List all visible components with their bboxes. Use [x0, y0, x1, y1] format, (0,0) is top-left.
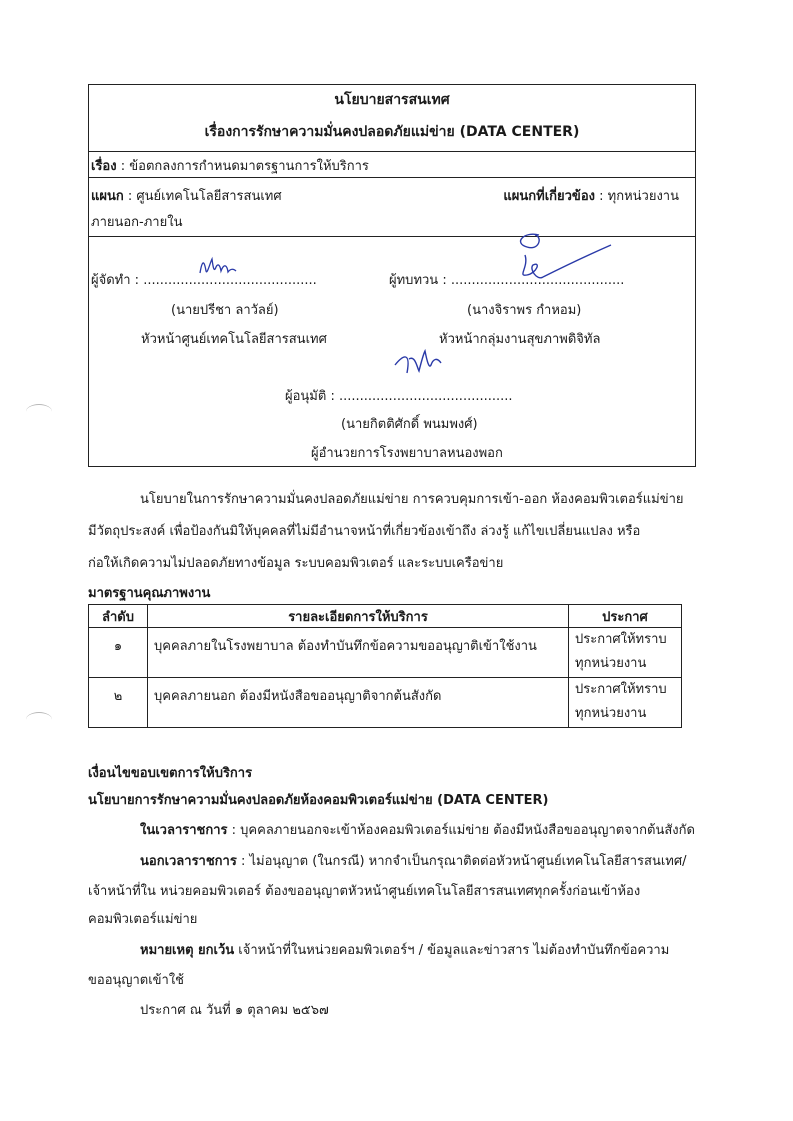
subject-label: เรื่อง [91, 159, 117, 174]
column-header-detail: รายละเอียดการให้บริการ [148, 605, 569, 628]
approved-by-position: ผู้อำนวยการโรงพยาบาลหนองพอก [311, 446, 503, 461]
row-number: ๒ [89, 678, 148, 728]
notice-line: ประกาศให้ทราบ [575, 632, 667, 647]
department-label: แผนก [91, 189, 124, 204]
related-department-row [503, 185, 679, 206]
after-hours-label: นอกเวลาราชการ [140, 854, 237, 869]
note-text: เจ้าหน้าที่ในหน่วยคอมพิวเตอร์ฯ / ข้อมูลและข่าวสาร ไม่ต้องทำบันทึกข้อความ [238, 943, 670, 958]
row-number: ๑ [89, 628, 148, 678]
table-row [89, 678, 682, 728]
table-header-row [89, 605, 682, 628]
prepared-signature [194, 253, 240, 281]
intro-line: ก่อให้เกิดความไม่ปลอดภัยทางข้อมูล ระบบคอมพิวเตอร์ และระบบเครือข่าย [88, 556, 504, 571]
intro-line: มีวัตถุประสงค์ เพื่อป้องกันมิให้บุคคลที่ไม่มีอำนาจหน้าที่เกี่ยวข้องเข้าถึง ล่วงรู้ แก้ไขเปลี่ยนแปลง หรือ [88, 524, 641, 539]
divider [89, 177, 695, 178]
department-value: : ศูนย์เทคโนโลยีสารสนเทศ [127, 189, 282, 204]
row-detail: บุคคลภายในโรงพยาบาล ต้องทำบันทึกข้อความขออนุญาติเข้าใช้งาน [148, 628, 569, 678]
divider [89, 151, 695, 152]
note-label: หมายเหตุ ยกเว้น [140, 943, 235, 958]
subject-value: : ข้อตกลงการกำหนดมาตรฐานการให้บริการ [120, 159, 369, 174]
notice-line: ทุกหน่วยงาน [575, 656, 647, 671]
approved-by-line: ผู้อนุมัติ : .......................................... [285, 389, 513, 404]
related-department-value: : ทุกหน่วยงาน [599, 189, 679, 204]
prepared-by-position: หัวหน้าศูนย์เทคโนโลยีสารสนเทศ [141, 332, 327, 347]
scope-text: ภายนอก-ภายใน [91, 215, 183, 230]
approved-signature [389, 341, 449, 387]
document-subtitle: เรื่องการรักษาความมั่นคงปลอดภัยแม่ข่าย (DATA CENTER) [204, 124, 580, 140]
announce-date: ประกาศ ณ วันที่ ๑ ตุลาคม ๒๕๖๗ [140, 1003, 329, 1018]
reviewed-signature [499, 225, 619, 293]
approved-by-name: (นายกิตติศักดิ์ พนมพงศ์) [341, 417, 478, 432]
row-notice [569, 628, 682, 678]
prepared-by-line: ผู้จัดทำ : .......................................... [91, 273, 317, 288]
reviewed-by-name: (นางจิราพร กำหอม) [467, 303, 582, 318]
after-hours-line: คอมพิวเตอร์แม่ข่าย [88, 912, 198, 927]
row-detail: บุคคลภายนอก ต้องมีหนังสือขออนุญาติจากต้นสังกัด [148, 678, 569, 728]
notice-line: ทุกหน่วยงาน [575, 706, 647, 721]
after-hours-text: : ไม่อนุญาต (ในกรณี) หากจำเป็นกรุณาติดต่อหัวหน้าศูนย์เทคโนโลยีสารสนเทศ/ [240, 854, 687, 869]
office-hours-line [140, 823, 695, 839]
office-hours-text: : บุคคลภายนอกจะเข้าห้องคอมพิวเตอร์แม่ข่าย ต้องมีหนังสือขออนุญาตจากต้นสังกัด [231, 823, 695, 838]
note-line: ขออนุญาตเข้าใช้ [88, 973, 185, 988]
standards-heading: มาตรฐานคุณภาพงาน [88, 586, 211, 601]
after-hours-line: เจ้าหน้าที่ใน หน่วยคอมพิวเตอร์ ต้องขออนุญาตหัวหน้าศูนย์เทคโนโลยีสารสนเทศทุกครั้งก่อนเข้าห้อง [88, 884, 641, 899]
prepared-by-name: (นายปรีชา ลาวัลย์) [171, 303, 279, 318]
office-hours-label: ในเวลาราชการ [140, 823, 228, 838]
reviewed-by-position: หัวหน้ากลุ่มงานสุขภาพดิจิทัล [439, 332, 601, 347]
conditions-heading: เงื่อนไขขอบเขตการให้บริการ [88, 766, 253, 781]
column-header-notice: ประกาศ [569, 605, 682, 628]
intro-line: นโยบายในการรักษาความมั่นคงปลอดภัยแม่ข่าย การควบคุมการเข้า-ออก ห้องคอมพิวเตอร์แม่ข่าย [140, 492, 684, 507]
column-header-order: ลำดับ [89, 605, 148, 628]
punch-hole-mark [26, 712, 52, 727]
notice-line: ประกาศให้ทราบ [575, 682, 667, 697]
reviewed-by-line: ผู้ทบทวน : .......................................... [389, 273, 625, 288]
document-title: นโยบายสารสนเทศ [334, 92, 450, 108]
note-line [140, 943, 669, 959]
punch-hole-mark [26, 404, 52, 419]
subject-row [91, 155, 369, 176]
row-notice [569, 678, 682, 728]
department-row [91, 185, 282, 206]
header-box [88, 84, 696, 467]
standards-table [88, 604, 682, 728]
after-hours-line [140, 854, 686, 870]
related-department-label: แผนกที่เกี่ยวข้อง [503, 189, 595, 204]
policy-title: นโยบายการรักษาความมั่นคงปลอดภัยห้องคอมพิวเตอร์แม่ข่าย (DATA CENTER) [88, 793, 549, 808]
table-row [89, 628, 682, 678]
